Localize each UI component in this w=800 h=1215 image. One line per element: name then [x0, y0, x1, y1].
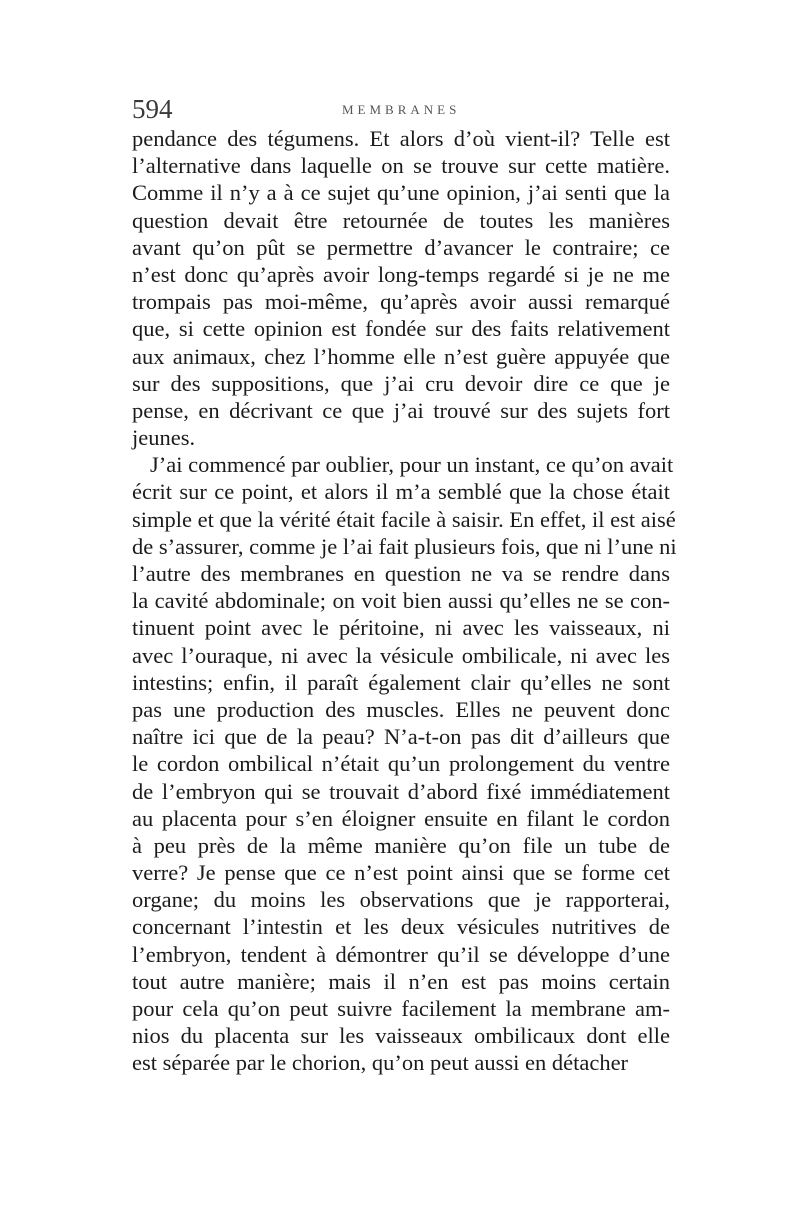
- running-head: MEMBRANES: [342, 102, 461, 117]
- text-line: à peu près de la même manière qu’on file un tube de: [132, 832, 670, 858]
- text-line: l’alternative dans laquelle on se trouve sur cette matière.: [132, 153, 670, 179]
- text-line: trompais pas moi-même, qu’après avoir aussi remarqué: [132, 289, 670, 315]
- text-line: pendance des tégumens. Et alors d’où vient-il? Telle est: [132, 126, 670, 151]
- text-line: l’embryon, tendent à démontrer qu’il se développe d’une: [132, 941, 670, 967]
- text-line: la cavité abdominale; on voit bien aussi qu’elles ne se con-: [132, 588, 670, 614]
- text-line: organe; du moins les observations que je rapporterai,: [132, 887, 670, 913]
- page-header: [132, 94, 672, 124]
- text-line: tout autre manière; mais il n’en est pas moins certain: [132, 968, 670, 994]
- text-line: concernant l’intestin et les deux vésicules nutritives de: [132, 914, 670, 940]
- text-line: pense, en décrivant ce que j’ai trouvé sur des sujets fort: [132, 397, 670, 423]
- text-line: verre? Je pense que ce n’est point ainsi que se forme cet: [132, 860, 670, 886]
- text-line: simple et que la vérité était facile à saisir. En effet, il est aisé: [132, 506, 676, 532]
- text-line: écrit sur ce point, et alors il m’a semblé que la chose était: [132, 479, 670, 505]
- text-line: au placenta pour s’en éloigner ensuite en filant le cordon: [132, 805, 670, 831]
- text-line: jeunes.: [132, 425, 196, 451]
- text-line: nios du placenta sur les vaisseaux ombilicaux dont elle: [132, 1023, 670, 1049]
- body-text: [132, 125, 677, 1077]
- text-line: naître ici que de la peau? N’a-t-on pas dit d’ailleurs que: [132, 724, 670, 750]
- text-line: est séparée par le chorion, qu’on peut aussi en détacher: [132, 1050, 629, 1076]
- text-line: le cordon ombilical n’était qu’un prolongement du ventre: [132, 751, 670, 777]
- text-line: aux animaux, chez l’homme elle n’est guère appuyée que: [132, 343, 670, 369]
- paragraph: [132, 451, 677, 1076]
- text-line: pas une production des muscles. Elles ne peuvent donc: [132, 696, 670, 722]
- text-line: sur des suppositions, que j’ai cru devoir dire ce que je: [132, 370, 670, 396]
- text-line: pour cela qu’on peut suivre facilement la membrane am-: [132, 996, 670, 1021]
- paragraph: [132, 125, 670, 451]
- text-line: intestins; enfin, il paraît également clair qu’elles ne sont: [132, 669, 670, 695]
- text-line: de l’embryon qui se trouvait d’abord fixé immédiatement: [132, 778, 670, 804]
- text-line: n’est donc qu’après avoir long-temps regardé si je ne me: [132, 261, 670, 287]
- text-line: avec l’ouraque, ni avec la vésicule ombilicale, ni avec les: [132, 642, 670, 668]
- text-line: Comme il n’y a à ce sujet qu’une opinion, j’ai senti que la: [132, 180, 670, 206]
- text-line: J’ai commencé par oublier, pour un instant, ce qu’on avait: [150, 452, 674, 478]
- text-line: l’autre des membranes en question ne va se rendre dans: [132, 561, 670, 586]
- text-line: que, si cette opinion est fondée sur des faits relativement: [132, 316, 670, 342]
- text-line: de s’assurer, comme je l’ai fait plusieurs fois, que ni l’une ni: [132, 533, 677, 559]
- text-line: avant qu’on pût se permettre d’avancer le contraire; ce: [132, 234, 670, 260]
- text-line: question devait être retournée de toutes les manières: [132, 207, 670, 233]
- text-line: tinuent point avec le péritoine, ni avec les vaisseaux, ni: [132, 615, 670, 641]
- page-number: 594: [132, 94, 173, 124]
